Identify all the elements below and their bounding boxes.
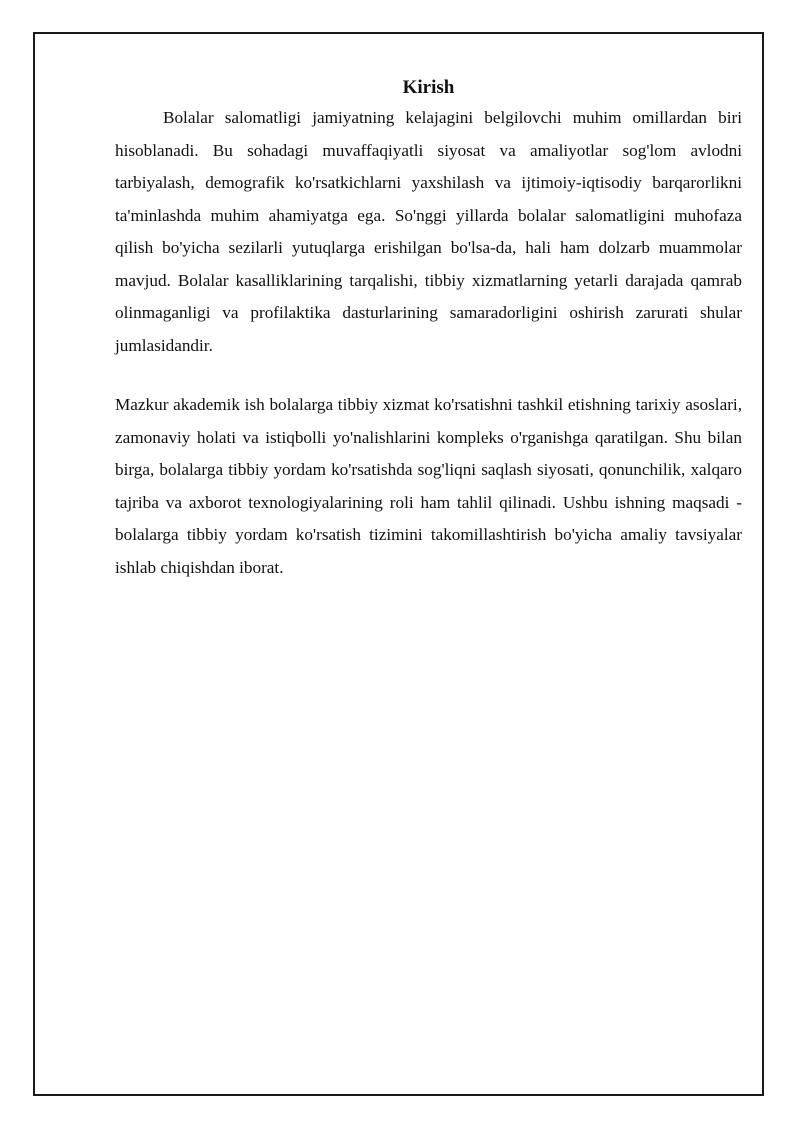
document-title: Kirish bbox=[402, 77, 455, 98]
paragraph-1: Bolalar salomatligi jamiyatning kelajagini belgilovchi muhim omillardan biri hisoblanadi. Bu sohadagi muvaffaqiyatli siyosat va amaliyotlar sog'lom avlodni tarbiyalash, demografik ko'rsatkichlarni yaxshilash va ijtimoiy-iqtisodiy barqarorlikni ta'minlashda muhim ahamiyatga ega. So'nggi yillarda bolalar salomatligini muhofaza qilish bo'yicha sezilarli yutuqlarga erishilgan bo'lsa-da, hali ham dolzarb muammolar mavjud. Bolalar kasalliklarining tarqalishi, tibbiy xizmatlarning yetarli darajada qamrab olinmaganligi va profilaktika dasturlarining samaradorligini oshirish zarurati shular jumlasidandir. bbox=[115, 108, 742, 355]
document-body bbox=[115, 76, 742, 584]
paragraph-2: Mazkur akademik ish bolalarga tibbiy xizmat ko'rsatishni tashkil etishning tarixiy asoslari, zamonaviy holati va istiqbolli yo'nalishlarini kompleks o'rganishga qaratilgan. Shu bilan birga, bolalarga tibbiy yordam ko'rsatishda sog'liqni saqlash siyosati, qonunchilik, xalqaro tajriba va axborot texnologiyalarining roli ham tahlil qilinadi. Ushbu ishning maqsadi - bolalarga tibbiy yordam ko'rsatish tizimini takomillashtirish bo'yicha amaliy tavsiyalar ishlab chiqishdan iborat. bbox=[115, 395, 742, 577]
paragraph-gap bbox=[115, 362, 742, 389]
